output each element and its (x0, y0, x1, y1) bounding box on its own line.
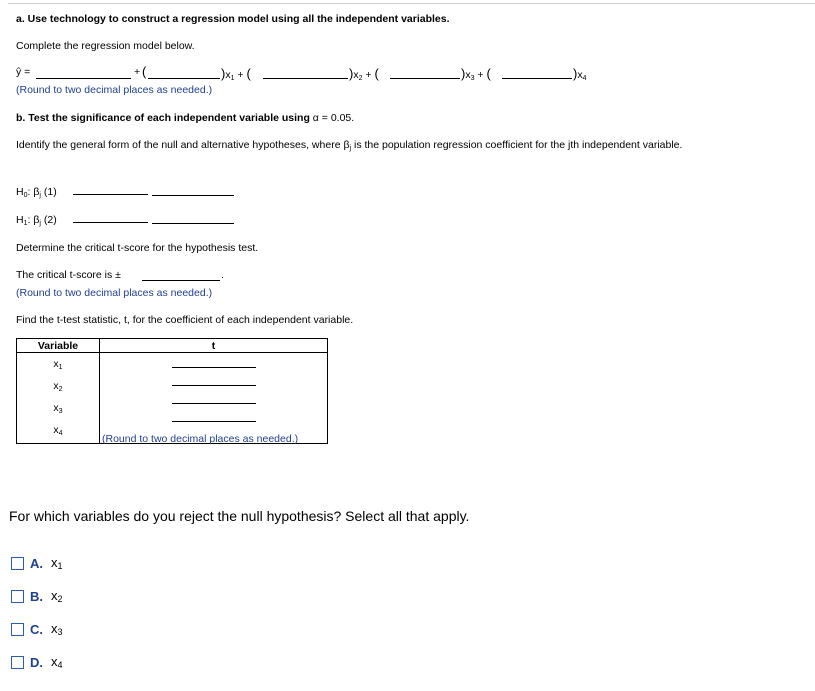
table-row-var: $x_3$ (53, 402, 63, 415)
col-t-header: t (100, 339, 328, 353)
h0-label: $H_0$: $\beta_j$ (1) (16, 186, 57, 199)
option-a-label: $x_1$ (51, 555, 63, 571)
t-x3-input[interactable] (172, 391, 256, 404)
table-row-var: $x_4$ (53, 424, 63, 437)
coef-x4-input[interactable] (502, 66, 572, 79)
t-x1-input[interactable] (172, 355, 256, 368)
reject-question: For which variables do you reject the null hypothesis? Select all that apply. (9, 508, 470, 524)
h0-value-input[interactable] (152, 183, 234, 196)
critical-period: . (221, 269, 224, 281)
option-b-label: $x_2$ (51, 588, 63, 604)
variable-column (17, 353, 100, 444)
intercept-input[interactable] (36, 66, 131, 79)
table-row-var: $x_1$ (53, 358, 63, 371)
critical-t-input[interactable] (142, 268, 220, 281)
t-x2-input[interactable] (172, 373, 256, 386)
coef-x2-input[interactable] (263, 66, 348, 79)
tstat-instruction: Find the t-test statistic, t, for the coefficient of each independent variable. (16, 314, 354, 326)
term-x1: )$x_1$ + ( (221, 66, 251, 82)
top-divider (8, 3, 815, 4)
term-x4: )$x_4$ (573, 66, 587, 82)
t-column (100, 353, 328, 444)
h1-label: $H_1$: $\beta_j$ (2) (16, 214, 57, 227)
open-paren: ( (142, 64, 147, 79)
plus-sign: + (134, 66, 141, 78)
option-d[interactable]: D. $x_4$ (11, 654, 63, 670)
h0-operator-dropdown[interactable] (73, 194, 148, 195)
coef-x3-input[interactable] (390, 66, 460, 79)
h1-operator-dropdown[interactable] (73, 222, 148, 223)
option-d-label: $x_4$ (51, 654, 63, 670)
table-row-var: $x_2$ (53, 380, 63, 393)
option-d-checkbox[interactable] (11, 656, 24, 669)
tstat-table (16, 338, 328, 444)
option-c-label: $x_3$ (51, 621, 63, 637)
option-a[interactable]: A. $x_1$ (11, 555, 63, 571)
option-c[interactable]: C. $x_3$ (11, 621, 63, 637)
regression-equation (16, 66, 616, 82)
option-b[interactable]: B. $x_2$ (11, 588, 63, 604)
critical-round-note: (Round to two decimal places as needed.) (16, 287, 213, 299)
term-x3: )$x_3$ + ( (461, 66, 491, 82)
t-x4-input[interactable] (172, 409, 256, 422)
coef-x1-input[interactable] (148, 66, 220, 79)
part-b-heading: b. Test the significance of each independent variable using α = 0.05. (16, 112, 355, 124)
col-variable-header: Variable (17, 339, 100, 353)
option-c-checkbox[interactable] (11, 623, 24, 636)
yhat-label: ŷ = (16, 66, 31, 78)
option-b-checkbox[interactable] (11, 590, 24, 603)
part-a-heading: a. Use technology to construct a regression model using all the independent variables. (16, 13, 450, 25)
h1-value-input[interactable] (152, 211, 234, 224)
option-a-checkbox[interactable] (11, 557, 24, 570)
table-round-note: (Round to two decimal places as needed.) (102, 433, 299, 445)
term-x2: )$x_2$ + ( (349, 66, 379, 82)
part-a-instruction: Complete the regression model below. (16, 40, 195, 52)
critical-instruction: Determine the critical t-score for the hypothesis test. (16, 242, 259, 254)
critical-label: The critical t-score is ± (16, 269, 121, 281)
part-a-round-note: (Round to two decimal places as needed.) (16, 84, 213, 96)
hypotheses-instruction: Identify the general form of the null and alternative hypotheses, where $\beta_j$ is the population regression coefficient for the jth independent variable. (16, 139, 683, 152)
